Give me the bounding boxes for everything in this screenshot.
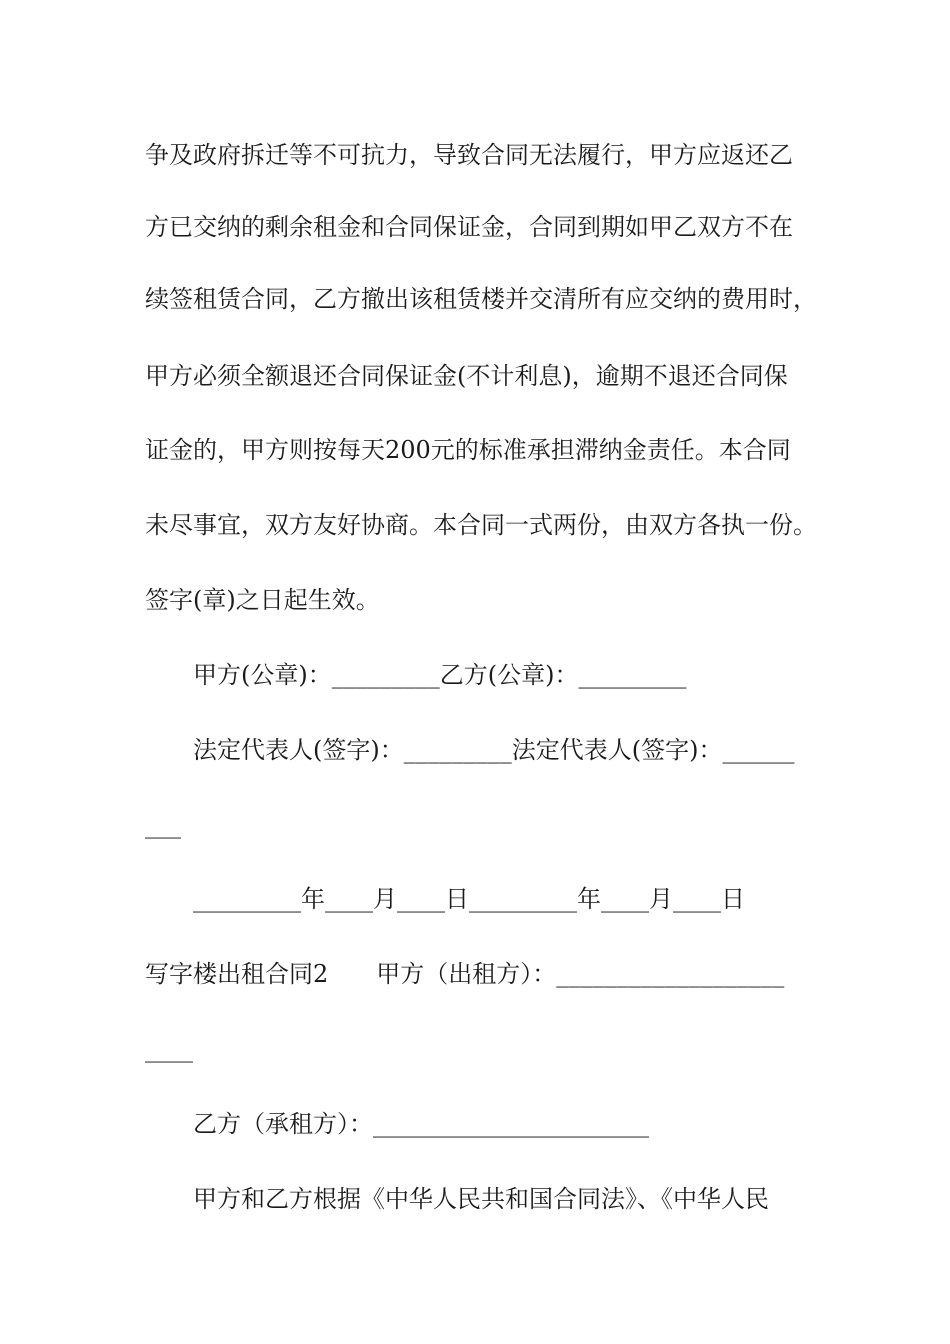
paragraph-line: 争及政府拆迁等不可抗力，导致合同无法履行，甲方应返还乙 bbox=[145, 141, 793, 169]
signature-line-continuation: ___ bbox=[145, 811, 181, 839]
paragraph-line: 未尽事宜，双方友好协商。本合同一式两份，由双方各执一份。 bbox=[145, 511, 817, 539]
paragraph-line: 方已交纳的剩余租金和合同保证金，合同到期如甲乙双方不在 bbox=[145, 213, 793, 241]
blank-line-continuation: ____ bbox=[145, 1035, 193, 1063]
legal-rep-signature-line: 法定代表人(签字)：_________法定代表人(签字)：______ bbox=[193, 736, 795, 764]
party-seal-line: 甲方(公章)：_________乙方(公章)：_________ bbox=[193, 661, 687, 689]
paragraph-line: 证金的，甲方则按每天200元的标准承担滞纳金责任。本合同 bbox=[145, 436, 791, 464]
paragraph-line: 甲方必须全额退还合同保证金(不计利息)，逾期不退还合同保 bbox=[145, 362, 788, 390]
paragraph-line: 签字(章)之日起生效。 bbox=[145, 586, 380, 614]
contract-2-heading-line: 写字楼出租合同2 甲方（出租方）：___________________ bbox=[145, 960, 785, 988]
paragraph-line: 甲方和乙方根据《中华人民共和国合同法》、《中华人民 bbox=[193, 1185, 769, 1213]
date-line: _________年____月____日_________年____月____日 bbox=[193, 885, 745, 913]
lessee-line: 乙方（承租方）：_______________________ bbox=[193, 1110, 649, 1138]
paragraph-line: 续签租赁合同，乙方撤出该租赁楼并交清所有应交纳的费用时， bbox=[145, 285, 817, 313]
